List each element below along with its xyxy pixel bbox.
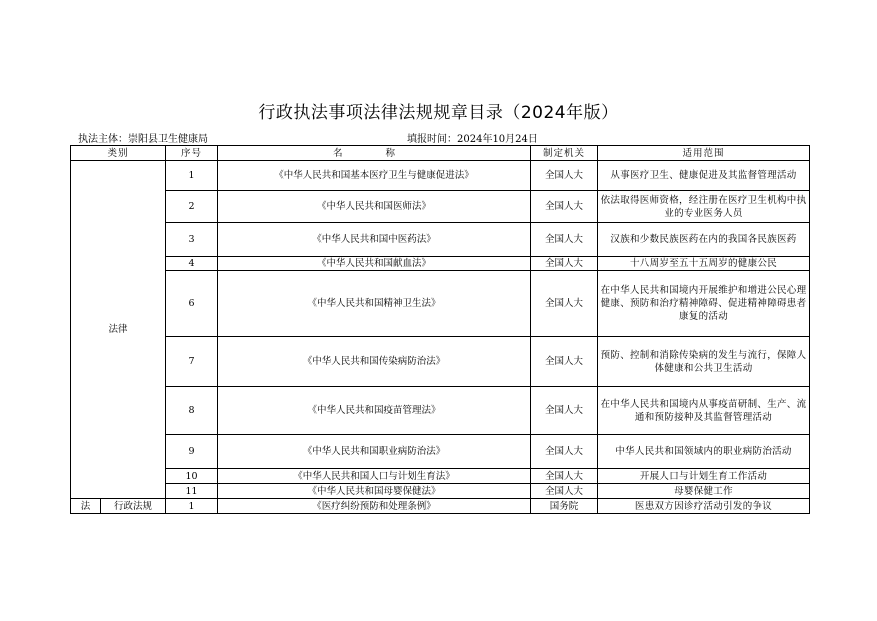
row-number: 1 [166, 499, 218, 514]
header-authority: 制定机关 [531, 146, 598, 161]
category-law: 法律 [71, 161, 166, 499]
row-number: 8 [166, 387, 218, 435]
row-authority: 全国人大 [531, 387, 598, 435]
row-scope: 依法取得医师资格，经注册在医疗卫生机构中执业的专业医务人员 [598, 191, 810, 223]
row-number: 4 [166, 257, 218, 271]
row-authority: 全国人大 [531, 435, 598, 469]
table-row [71, 435, 810, 469]
table-row [71, 161, 810, 191]
row-name: 《中华人民共和国献血法》 [218, 257, 531, 271]
row-name: 《中华人民共和国传染病防治法》 [218, 337, 531, 387]
row-number: 10 [166, 469, 218, 484]
row-number: 1 [166, 161, 218, 191]
fill-date: 填报时间：2024年10月24日 [407, 134, 538, 145]
table-row [71, 484, 810, 499]
row-name: 《中华人民共和国医师法》 [218, 191, 531, 223]
row-authority: 全国人大 [531, 484, 598, 499]
page-title: 行政执法事项法律法规规章目录（2024年版） [258, 103, 619, 123]
row-name: 《中华人民共和国基本医疗卫生与健康促进法》 [218, 161, 531, 191]
row-authority: 全国人大 [531, 161, 598, 191]
row-name: 《中华人民共和国母婴保健法》 [218, 484, 531, 499]
row-authority: 全国人大 [531, 257, 598, 271]
row-name: 《中华人民共和国职业病防治法》 [218, 435, 531, 469]
row-authority: 全国人大 [531, 271, 598, 337]
row-scope: 医患双方因诊疗活动引发的争议 [598, 499, 810, 514]
row-scope: 在中华人民共和国境内从事疫苗研制、生产、流通和预防接种及其监督管理活动 [598, 387, 810, 435]
row-scope: 十八周岁至五十五周岁的健康公民 [598, 257, 810, 271]
row-number: 2 [166, 191, 218, 223]
row-number: 9 [166, 435, 218, 469]
table-header-row [71, 146, 810, 161]
row-number: 3 [166, 223, 218, 257]
table-row [71, 469, 810, 484]
table-row [71, 223, 810, 257]
row-authority: 国务院 [531, 499, 598, 514]
row-scope: 母婴保健工作 [598, 484, 810, 499]
row-scope: 预防、控制和消除传染病的发生与流行，保障人体健康和公共卫生活动 [598, 337, 810, 387]
table-row [71, 337, 810, 387]
row-name: 《医疗纠纷预防和处理条例》 [218, 499, 531, 514]
header-category: 类别 [71, 146, 166, 161]
table-row [71, 499, 810, 514]
table-row [71, 191, 810, 223]
row-scope: 从事医疗卫生、健康促进及其监督管理活动 [598, 161, 810, 191]
row-authority: 全国人大 [531, 223, 598, 257]
row-name: 《中华人民共和国中医药法》 [218, 223, 531, 257]
row-name: 《中华人民共和国精神卫生法》 [218, 271, 531, 337]
row-number: 7 [166, 337, 218, 387]
row-authority: 全国人大 [531, 469, 598, 484]
regulation-table [70, 145, 810, 514]
row-name: 《中华人民共和国人口与计划生育法》 [218, 469, 531, 484]
row-scope: 中华人民共和国领域内的职业病防治活动 [598, 435, 810, 469]
row-scope: 开展人口与计划生育工作活动 [598, 469, 810, 484]
row-number: 11 [166, 484, 218, 499]
table-row [71, 387, 810, 435]
row-name: 《中华人民共和国疫苗管理法》 [218, 387, 531, 435]
header-name: 名 称 [218, 146, 531, 161]
table-row [71, 271, 810, 337]
row-authority: 全国人大 [531, 337, 598, 387]
header-scope: 适用范围 [598, 146, 810, 161]
category-regulation: 行政法规 [101, 499, 166, 514]
row-number: 6 [166, 271, 218, 337]
row-scope: 汉族和少数民族医药在内的我国各民族医药 [598, 223, 810, 257]
header-number: 序号 [166, 146, 218, 161]
enforcement-entity: 执法主体：崇阳县卫生健康局 [78, 134, 208, 145]
category-regulation-prefix: 法 [71, 499, 101, 514]
row-authority: 全国人大 [531, 191, 598, 223]
table-row [71, 257, 810, 271]
row-scope: 在中华人民共和国境内开展维护和增进公民心理健康、预防和治疗精神障碍、促进精神障碍患者康复的活动 [598, 271, 810, 337]
